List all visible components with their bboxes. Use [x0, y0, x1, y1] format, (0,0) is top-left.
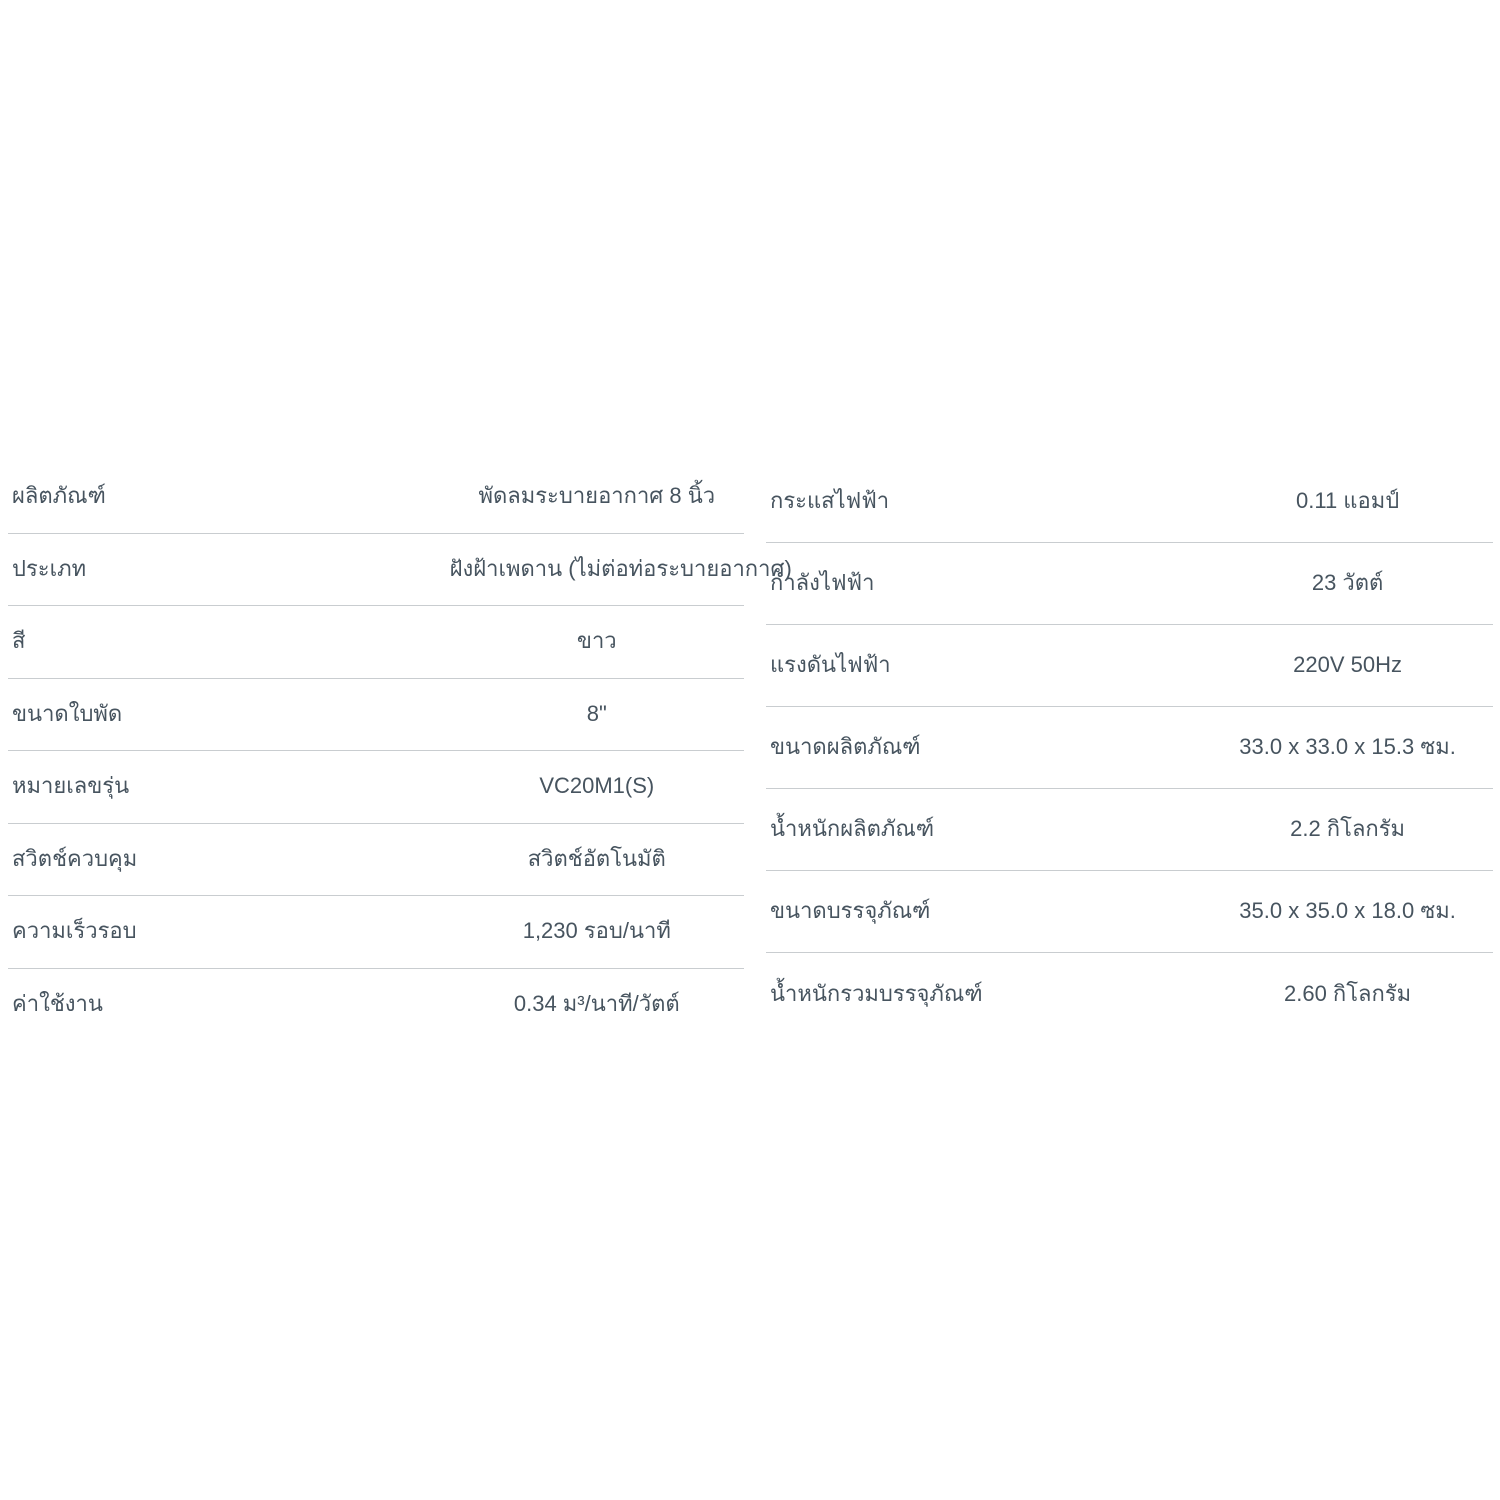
- spec-label: แรงดันไฟฟ้า: [770, 652, 891, 678]
- spec-label: กำลังไฟฟ้า: [770, 570, 875, 596]
- spec-row-product: [8, 461, 744, 534]
- spec-row-control-switch: [8, 824, 744, 897]
- spec-value: 1,230 รอบ/นาที: [522, 918, 671, 944]
- spec-row-color: [8, 606, 744, 679]
- spec-label: ผลิตภัณฑ์: [12, 483, 106, 509]
- spec-value: พัดลมระบายอากาศ 8 นิ้ว: [478, 483, 716, 509]
- spec-label: ความเร็วรอบ: [12, 918, 137, 944]
- spec-label: ค่าใช้งาน: [12, 991, 103, 1017]
- spec-label: หมายเลขรุ่น: [12, 773, 130, 799]
- spec-value: VC20M1(S): [539, 773, 655, 799]
- spec-value: 2.2 กิโลกรัม: [1290, 816, 1406, 842]
- spec-label: น้ำหนักรวมบรรจุภัณฑ์: [770, 980, 983, 1006]
- spec-label: สวิตช์ควบคุม: [12, 845, 138, 871]
- spec-row-rotation-speed: [8, 896, 744, 969]
- spec-table-right: [766, 461, 1493, 1035]
- spec-row-power: [766, 543, 1493, 625]
- spec-value: ฝังฝ้าเพดาน (ไม่ต่อท่อระบายอากาศ): [449, 555, 792, 581]
- spec-label: ขนาดใบพัด: [12, 700, 123, 726]
- spec-value: 0.11 แอมป์: [1296, 488, 1400, 514]
- spec-label: น้ำหนักผลิตภัณฑ์: [770, 816, 935, 842]
- spec-tables: [8, 461, 1493, 1041]
- spec-value: 220V 50Hz: [1293, 652, 1403, 678]
- spec-label: ขนาดผลิตภัณฑ์: [770, 734, 921, 760]
- spec-value: 0.34 ม³/นาที/วัตต์: [513, 991, 680, 1017]
- spec-row-current: [766, 461, 1493, 543]
- spec-row-product-dimensions: [766, 707, 1493, 789]
- spec-table-left: [8, 461, 792, 1041]
- spec-value: 23 วัตต์: [1311, 570, 1384, 596]
- spec-row-blade-size: [8, 679, 744, 752]
- spec-label: สี: [12, 628, 26, 654]
- spec-row-package-dimensions: [766, 871, 1493, 953]
- spec-value: ขาว: [576, 628, 617, 654]
- spec-value: 2.60 กิโลกรัม: [1283, 980, 1412, 1006]
- spec-row-usage-rate: [8, 969, 744, 1042]
- spec-label: ขนาดบรรจุภัณฑ์: [770, 898, 931, 924]
- spec-row-voltage: [766, 625, 1493, 707]
- spec-value: 8": [586, 700, 607, 726]
- spec-row-product-weight: [766, 789, 1493, 871]
- spec-label: ประเภท: [12, 555, 87, 581]
- spec-value: 35.0 x 35.0 x 18.0 ซม.: [1239, 898, 1456, 924]
- spec-row-gross-weight: [766, 953, 1493, 1035]
- spec-value: 33.0 x 33.0 x 15.3 ซม.: [1239, 734, 1456, 760]
- spec-label: กระแสไฟฟ้า: [770, 488, 890, 514]
- spec-row-type: [8, 534, 792, 607]
- spec-value: สวิตช์อัตโนมัติ: [527, 845, 666, 871]
- spec-row-model-number: [8, 751, 744, 824]
